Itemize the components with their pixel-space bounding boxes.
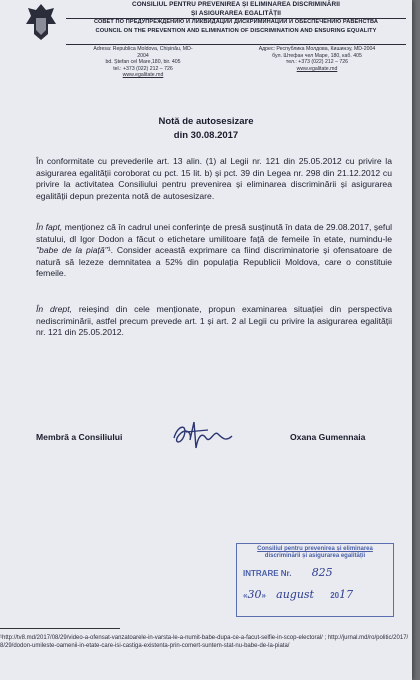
paragraph-1: În conformitate cu prevederile art. 13 alin. (1) al Legii nr. 121 din 25.05.2012 cu privire la asigurarea egalității coroborat cu pct. 15 lit. b) și pct. 39 din Legea nr. 298 din 21.12.2012 cu privire la activitatea Consiliului pentru prevenirea și eliminarea discriminării și asigurarea egalității depun prezenta notă de autosesizare. bbox=[36, 156, 392, 201]
paragraph-lead: În fapt, bbox=[36, 222, 63, 232]
address-line: bd. Ștefan cel Mare,180, bir. 405 bbox=[105, 59, 181, 66]
stamp-month: august bbox=[276, 588, 314, 601]
footnote-divider bbox=[0, 628, 120, 629]
stamp-entry-label: INTRARE Nr. bbox=[243, 569, 292, 578]
stamp-line: Consiliul pentru prevenirea și eliminarea bbox=[257, 546, 373, 552]
website-link[interactable]: www.egalitate.md bbox=[296, 65, 338, 72]
signatory-name: Oxana Gumennaia bbox=[290, 432, 366, 442]
address-ru bbox=[252, 46, 382, 72]
stamp-line: discriminării și asigurarea egalității bbox=[264, 553, 366, 560]
stamp-entry-number: 825 bbox=[311, 566, 333, 579]
address-line: тел.: +373 (022) 212 – 726 bbox=[285, 59, 349, 66]
paragraph-2 bbox=[36, 222, 392, 280]
document-title: Notă de autosesizare bbox=[158, 116, 254, 127]
quote: "babe de la piață" bbox=[36, 245, 108, 256]
org-name-en: COUNCIL ON THE PREVENTION AND ELIMINATION OF DISCRIMINATION AND ENSURING EQUALITY bbox=[95, 27, 377, 34]
address-ro bbox=[88, 46, 198, 79]
signatory-role: Membră a Consiliului bbox=[36, 432, 123, 442]
address-line: бул. Штефан чел Маре, 180, каб. 405 bbox=[272, 52, 362, 59]
paragraph-text: ¹. Consider această exprimare ca fiind discriminatorie și ofensatoare de natură să lezeze demnitatea a 52% din populația Republicii Moldova, care o constituie femeile. bbox=[36, 245, 392, 279]
website-link[interactable]: www.egalitate.md bbox=[122, 72, 164, 79]
address-line: Adresa: Republica Moldova, Chișinău, MD-2004 bbox=[93, 46, 193, 59]
stamp-header bbox=[237, 546, 393, 561]
paragraph-lead: În drept, bbox=[36, 304, 72, 314]
header-divider bbox=[66, 44, 406, 45]
org-name-ru: СОВЕТ ПО ПРЕДУПРЕЖДЕНИЮ И ЛИКВИДАЦИИ ДИСКРИМИНАЦИИ И ОБЕСПЕЧЕНИЮ РАВЕНСТВА bbox=[93, 19, 379, 26]
stamp-day: 30 bbox=[247, 588, 262, 601]
paragraph-3 bbox=[36, 304, 392, 339]
registration-stamp bbox=[236, 543, 394, 617]
header-divider bbox=[66, 18, 406, 19]
address-line: Адрес: Республика Молдова, Кишинэу, MD-2004 bbox=[258, 46, 376, 52]
coat-of-arms-icon bbox=[24, 2, 58, 42]
letterhead bbox=[0, 0, 412, 92]
handwritten-signature-icon bbox=[168, 418, 238, 452]
org-name-ro-2: ȘI ASIGURAREA EGALITĂȚII bbox=[191, 9, 281, 17]
address-line: tel.: +373 (022) 212 – 726 bbox=[113, 65, 173, 72]
document-date: din 30.08.2017 bbox=[173, 130, 239, 141]
paragraph-text: menționez că în cadrul unei conferințe de presă susținută în data de 29.08.2017, șeful statului, dl Igor Dodon a făcut o etichetare umilitoare față de femeile în etate, numindu-le bbox=[36, 222, 393, 244]
paragraph-text: reieșind din cele menționate, propun examinarea situației din perspectiva nediscriminării, astfel precum prevede art. 1 și art. 2 al Legii cu privire la asigurarea egalității nr. 121 din 25.05.2012. bbox=[36, 304, 392, 338]
org-name-ro-1: CONSILIUL PENTRU PREVENIREA ȘI ELIMINAREA DISCRIMINĂRII bbox=[131, 1, 340, 8]
stamp-year-prefix: 20 bbox=[330, 591, 340, 600]
stamp-date-row: «30» august 2017 bbox=[243, 588, 354, 601]
footnote[interactable]: ¹http://tv8.md/2017/08/29/video-a-ofensat-vanzatoarele-in-varsta-le-a-numit-babe-dupa-ce-a-facut-selfie-in-scop-electoral/ ; http://jurnal.md/ro/politic/2017/8/29/dodon-umileste-oamenii-in-etate-care-isi-castiga-existenta-prin-comert-suntem-stat-nu-babe-de-la-piata/ bbox=[0, 635, 409, 650]
stamp-year-suffix: 17 bbox=[339, 588, 354, 601]
stamp-entry-row bbox=[243, 566, 333, 579]
